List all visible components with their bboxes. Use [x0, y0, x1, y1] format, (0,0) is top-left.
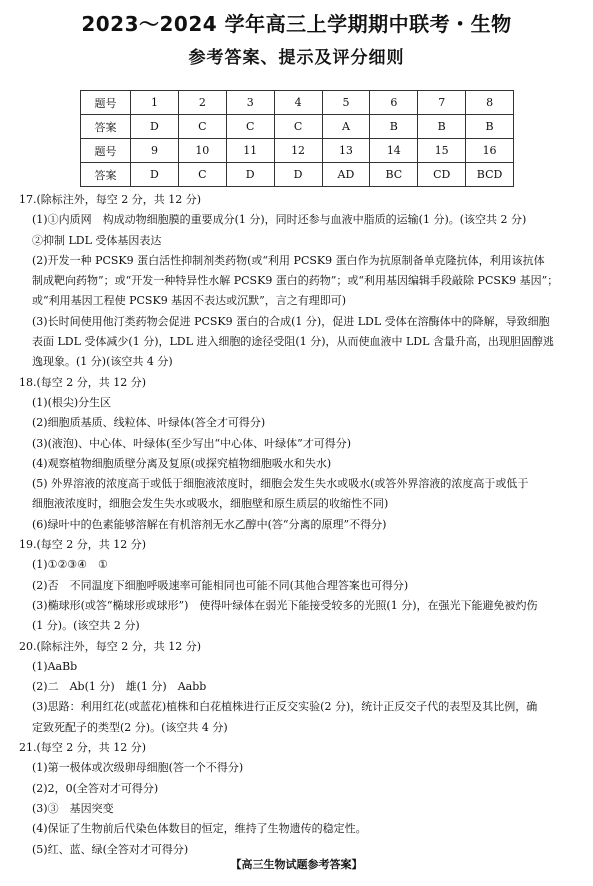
- answer-line: (1)①内质网 构成动物细胞膜的重要成分(1 分)，同时还参与血液中脂质的运输(1 分)。(该空共 2 分): [32, 213, 527, 227]
- answer-cell: D: [131, 115, 179, 139]
- answer-cell: BCD: [466, 163, 514, 187]
- question-number-cell: 2: [178, 91, 226, 115]
- answer-line: 制成靶向药物”；或“开发一种特异性水解 PCSK9 蛋白的药物”；或“利用基因编辑手段敲除 PCSK9 基因”；: [32, 274, 559, 288]
- answer-cell: D: [131, 163, 179, 187]
- question-number-cell: 14: [370, 139, 418, 163]
- answer-cell: AD: [322, 163, 370, 187]
- question-number-cell: 12: [274, 139, 322, 163]
- question-heading: 21.(每空 2 分，共 12 分): [19, 741, 147, 755]
- answer-cell: CD: [418, 163, 466, 187]
- answer-line: (3)(液泡)、中心体、叶绿体(至少写出“中心体、叶绿体”才可得分): [32, 436, 351, 450]
- question-heading: 17.(除标注外，每空 2 分，共 12 分): [19, 193, 202, 206]
- question-number-cell: 9: [131, 139, 179, 163]
- question-number-cell: 6: [370, 91, 418, 115]
- question-number-cell: 11: [226, 139, 274, 163]
- question-number-cell: 3: [226, 91, 274, 115]
- answer-line: ②抑制 LDL 受体基因表达: [32, 233, 162, 247]
- question-number-cell: 13: [322, 139, 370, 163]
- answer-cell: C: [226, 115, 274, 139]
- answer-line: (3)思路：利用红花(或蓝花)植株和白花植株进行正反交实验(2 分)，统计正反交子代的表型及其比例，确: [32, 700, 538, 714]
- answer-line: (4)观察植物细胞质壁分离及复原(或探究植物细胞吸水和失水): [32, 456, 332, 470]
- answer-line: (4)保证了生物前后代染色体数目的恒定，维持了生物遗传的稳定性。: [32, 822, 367, 836]
- question-number-cell: 7: [418, 91, 466, 115]
- question-number-cell: 5: [322, 91, 370, 115]
- answer-line: (6)绿叶中的色素能够溶解在有机溶剂无水乙醇中(答“分离的原理”不得分): [32, 517, 387, 531]
- question-number-cell: 16: [466, 139, 514, 163]
- answer-cell: C: [274, 115, 322, 139]
- answer-cell: B: [418, 115, 466, 139]
- answer-line: (2)细胞质基质、线粒体、叶绿体(答全才可得分): [32, 416, 266, 430]
- page-footer: 【高三生物试题参考答案】: [230, 858, 363, 871]
- question-number-cell: 4: [274, 91, 322, 115]
- answer-line: 表面 LDL 受体减少(1 分)，LDL 进入细胞的途径受阻(1 分)，从而使血液中 LDL 含量升高，出现胆固醇逃: [32, 335, 554, 349]
- answer-line: (5)红、蓝、绿(全答对才可得分): [32, 842, 189, 856]
- answer-line: 定致死配子的类型(2 分)。(该空共 4 分): [32, 720, 228, 734]
- question-number-cell: 15: [418, 139, 466, 163]
- answer-line: (2)否 不同温度下细胞呼吸速率可能相同也可能不同(其他合理答案也可得分): [32, 578, 409, 592]
- question-heading: 18.(每空 2 分，共 12 分): [19, 375, 147, 389]
- row-label: 题号: [81, 139, 131, 163]
- answer-line: (1)①②③④ ①: [32, 558, 108, 572]
- answer-cell: C: [178, 163, 226, 187]
- answer-row: [81, 115, 514, 139]
- question-number-cell: 1: [131, 91, 179, 115]
- question-row: [81, 91, 514, 115]
- page-subtitle: 参考答案、提示及评分细则: [188, 48, 405, 68]
- answer-cell: B: [370, 115, 418, 139]
- question-number-cell: 10: [178, 139, 226, 163]
- answer-table: [80, 90, 514, 187]
- answer-line: (3)长时间使用他汀类药物会促进 PCSK9 蛋白的合成(1 分)，促进 LDL 受体在溶酶体中的降解，导致细胞: [32, 314, 550, 328]
- answer-line: 细胞液浓度时，细胞会发生失水或吸水，细胞壁和原生质层的收缩性不同): [32, 497, 389, 511]
- answer-line: 或“利用基因工程使 PCSK9 基因不表达或沉默”，言之有理即可): [32, 294, 347, 308]
- question-heading: 19.(每空 2 分，共 12 分): [19, 538, 147, 552]
- answer-line: (1)(根尖)分生区: [32, 395, 112, 409]
- answer-line: (2)开发一种 PCSK9 蛋白活性抑制剂类药物(或“利用 PCSK9 蛋白作为抗原制备单克隆抗体，利用该抗体: [32, 253, 545, 267]
- answer-line: (2)2，0(全答对才可得分): [32, 781, 159, 795]
- answer-row: [81, 163, 514, 187]
- question-row: [81, 139, 514, 163]
- answer-line: (2)二 Ab(1 分) 雄(1 分) Aabb: [32, 680, 207, 694]
- answer-cell: D: [226, 163, 274, 187]
- answer-line: (3)椭球形(或答“椭球形或球形”) 使得叶绿体在弱光下能接受较多的光照(1 分)，在强光下能避免被灼伤: [32, 598, 538, 612]
- row-label: 题号: [81, 91, 131, 115]
- question-number-cell: 8: [466, 91, 514, 115]
- answer-line: (3)③ 基因突变: [32, 801, 114, 815]
- answer-cell: A: [322, 115, 370, 139]
- row-label: 答案: [81, 163, 131, 187]
- row-label: 答案: [81, 115, 131, 139]
- answer-cell: C: [178, 115, 226, 139]
- answer-line: (1)第一极体或次级卵母细胞(答一个不得分): [32, 761, 244, 775]
- answer-cell: B: [466, 115, 514, 139]
- answer-cell: D: [274, 163, 322, 187]
- answer-explanations: [19, 190, 585, 860]
- answer-line: (1)AaBb: [32, 659, 78, 673]
- answer-line: 逸现象。(1 分)(该空共 4 分): [32, 355, 173, 369]
- question-heading: 20.(除标注外，每空 2 分，共 12 分): [19, 639, 202, 653]
- page-title: 2023～2024 学年高三上学期期中联考・生物: [81, 12, 512, 36]
- answer-line: (5) 外界溶液的浓度高于或低于细胞液浓度时，细胞会发生失水或吸水(或答外界溶液的浓度高于或低于: [32, 477, 529, 491]
- answer-cell: BC: [370, 163, 418, 187]
- answer-line: (1 分)。(该空共 2 分): [32, 619, 140, 633]
